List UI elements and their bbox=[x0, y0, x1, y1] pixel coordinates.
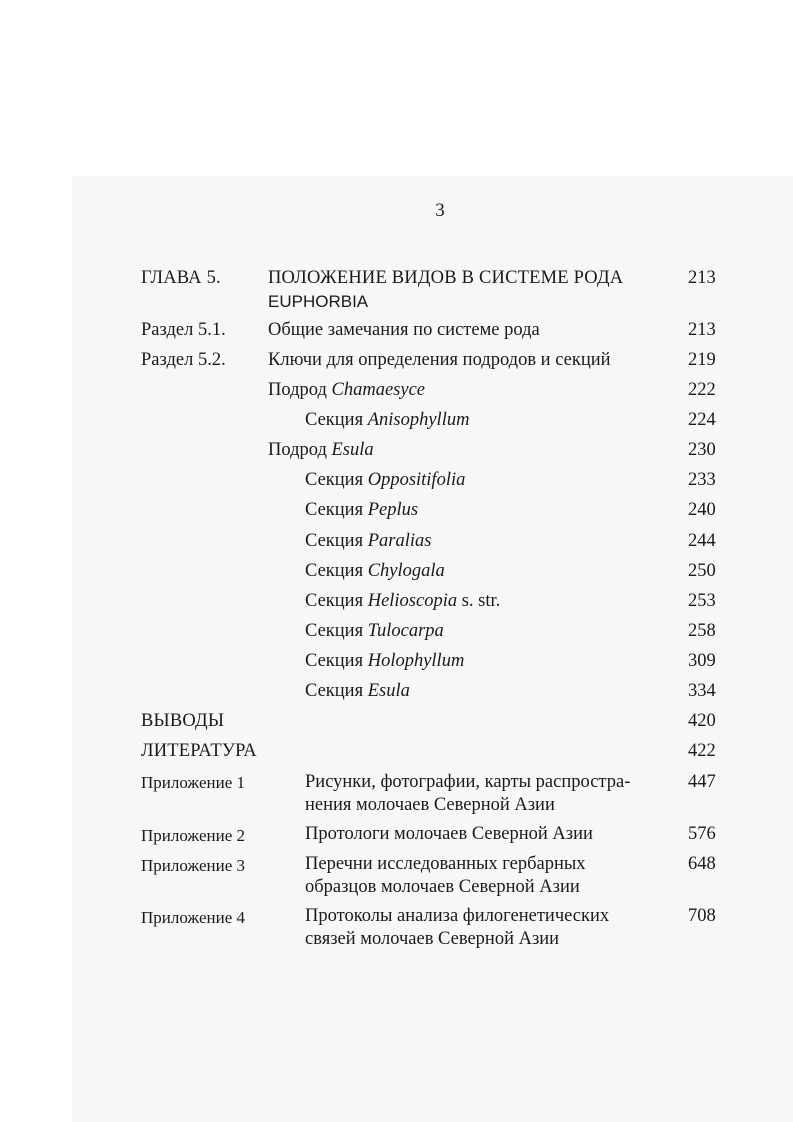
subgenus-prefix: Подрод bbox=[268, 440, 327, 460]
sect-paralias-entry bbox=[305, 530, 431, 553]
taxon-name: Helioscopia bbox=[367, 591, 458, 611]
subgenus-prefix: Подрод bbox=[268, 380, 327, 400]
section-5-1-label: Раздел 5.1. bbox=[141, 320, 226, 340]
sect-helioscopia-page: 253 bbox=[688, 591, 716, 611]
taxon-name: Holophyllum bbox=[367, 651, 465, 671]
appendix-3-label: Приложение 3 bbox=[141, 856, 245, 875]
taxon-name: Esula bbox=[367, 681, 410, 701]
sect-chylogala-page: 250 bbox=[688, 561, 716, 581]
chapter-5-title-line-2: EUPHORBIA bbox=[268, 292, 369, 311]
section-prefix: Секция bbox=[305, 500, 364, 520]
sect-holophyllum-page: 309 bbox=[688, 651, 716, 671]
sect-esula-page: 334 bbox=[688, 681, 716, 701]
section-prefix: Секция bbox=[305, 591, 364, 611]
literature-page: 422 bbox=[688, 741, 716, 761]
section-prefix: Секция bbox=[305, 621, 364, 641]
taxon-name: Oppositifolia bbox=[367, 470, 466, 490]
appendix-3-page: 648 bbox=[688, 854, 716, 874]
subgenus-chamaesyce-page: 222 bbox=[688, 380, 716, 400]
taxon-name: Peplus bbox=[367, 500, 419, 520]
appendix-4-label: Приложение 4 bbox=[141, 908, 245, 927]
section-5-1-title: Общие замечания по системе рода bbox=[268, 320, 540, 340]
appendix-4-title-line-2: связей молочаев Северной Азии bbox=[305, 929, 560, 949]
sect-peplus-entry bbox=[305, 499, 418, 522]
taxon-name: Chamaesyce bbox=[331, 380, 425, 400]
sect-tulocarpa-entry bbox=[305, 620, 444, 643]
sect-helioscopia-entry bbox=[305, 590, 500, 613]
sect-anisophyllum-entry bbox=[305, 409, 469, 432]
appendix-1-page: 447 bbox=[688, 772, 716, 792]
sect-tulocarpa-page: 258 bbox=[688, 621, 716, 641]
section-prefix: Секция bbox=[305, 470, 364, 490]
appendix-4-page: 708 bbox=[688, 906, 716, 926]
sect-holophyllum-entry bbox=[305, 650, 464, 673]
chapter-5-label: ГЛАВА 5. bbox=[141, 268, 221, 288]
taxon-suffix: s. str. bbox=[461, 591, 501, 611]
appendix-2-title: Протологи молочаев Северной Азии bbox=[305, 824, 593, 844]
sect-oppositifolia-entry bbox=[305, 469, 465, 492]
section-5-2-title: Ключи для определения подродов и секций bbox=[268, 350, 611, 370]
sect-peplus-page: 240 bbox=[688, 500, 716, 520]
section-5-2-label: Раздел 5.2. bbox=[141, 350, 226, 370]
section-prefix: Секция bbox=[305, 561, 364, 581]
appendix-2-label: Приложение 2 bbox=[141, 826, 245, 845]
section-prefix: Секция bbox=[305, 531, 364, 551]
appendix-4-title-line-1: Протоколы анализа филогенетических bbox=[305, 906, 610, 926]
subgenus-esula-page: 230 bbox=[688, 440, 716, 460]
sect-anisophyllum-page: 224 bbox=[688, 410, 716, 430]
conclusions-label: ВЫВОДЫ bbox=[141, 711, 225, 731]
conclusions-page: 420 bbox=[688, 711, 716, 731]
section-5-1-page: 213 bbox=[688, 320, 716, 340]
taxon-name: Chylogala bbox=[367, 561, 445, 581]
sect-paralias-page: 244 bbox=[688, 531, 716, 551]
subgenus-chamaesyce-entry bbox=[268, 379, 425, 402]
appendix-1-title-line-2: нения молочаев Северной Азии bbox=[305, 795, 555, 815]
sect-esula-entry bbox=[305, 680, 410, 703]
section-prefix: Секция bbox=[305, 681, 364, 701]
taxon-name: Anisophyllum bbox=[367, 410, 470, 430]
sect-oppositifolia-page: 233 bbox=[688, 470, 716, 490]
chapter-5-title-line-1: ПОЛОЖЕНИЕ ВИДОВ В СИСТЕМЕ РОДА bbox=[268, 268, 624, 288]
subgenus-esula-entry bbox=[268, 439, 374, 462]
taxon-name: Paralias bbox=[367, 531, 432, 551]
section-prefix: Секция bbox=[305, 651, 364, 671]
taxon-name: Tulocarpa bbox=[367, 621, 444, 641]
section-5-2-page: 219 bbox=[688, 350, 716, 370]
appendix-3-title-line-1: Перечни исследованных гербарных bbox=[305, 854, 586, 874]
page-number: 3 bbox=[435, 200, 445, 221]
sect-chylogala-entry bbox=[305, 560, 445, 583]
appendix-2-page: 576 bbox=[688, 824, 716, 844]
section-prefix: Секция bbox=[305, 410, 364, 430]
taxon-name: Esula bbox=[331, 440, 374, 460]
appendix-1-title-line-1: Рисунки, фотографии, карты распростра- bbox=[305, 772, 631, 792]
chapter-5-page: 213 bbox=[688, 268, 716, 288]
literature-label: ЛИТЕРАТУРА bbox=[141, 741, 257, 761]
appendix-3-title-line-2: образцов молочаев Северной Азии bbox=[305, 877, 580, 897]
appendix-1-label: Приложение 1 bbox=[141, 773, 245, 792]
